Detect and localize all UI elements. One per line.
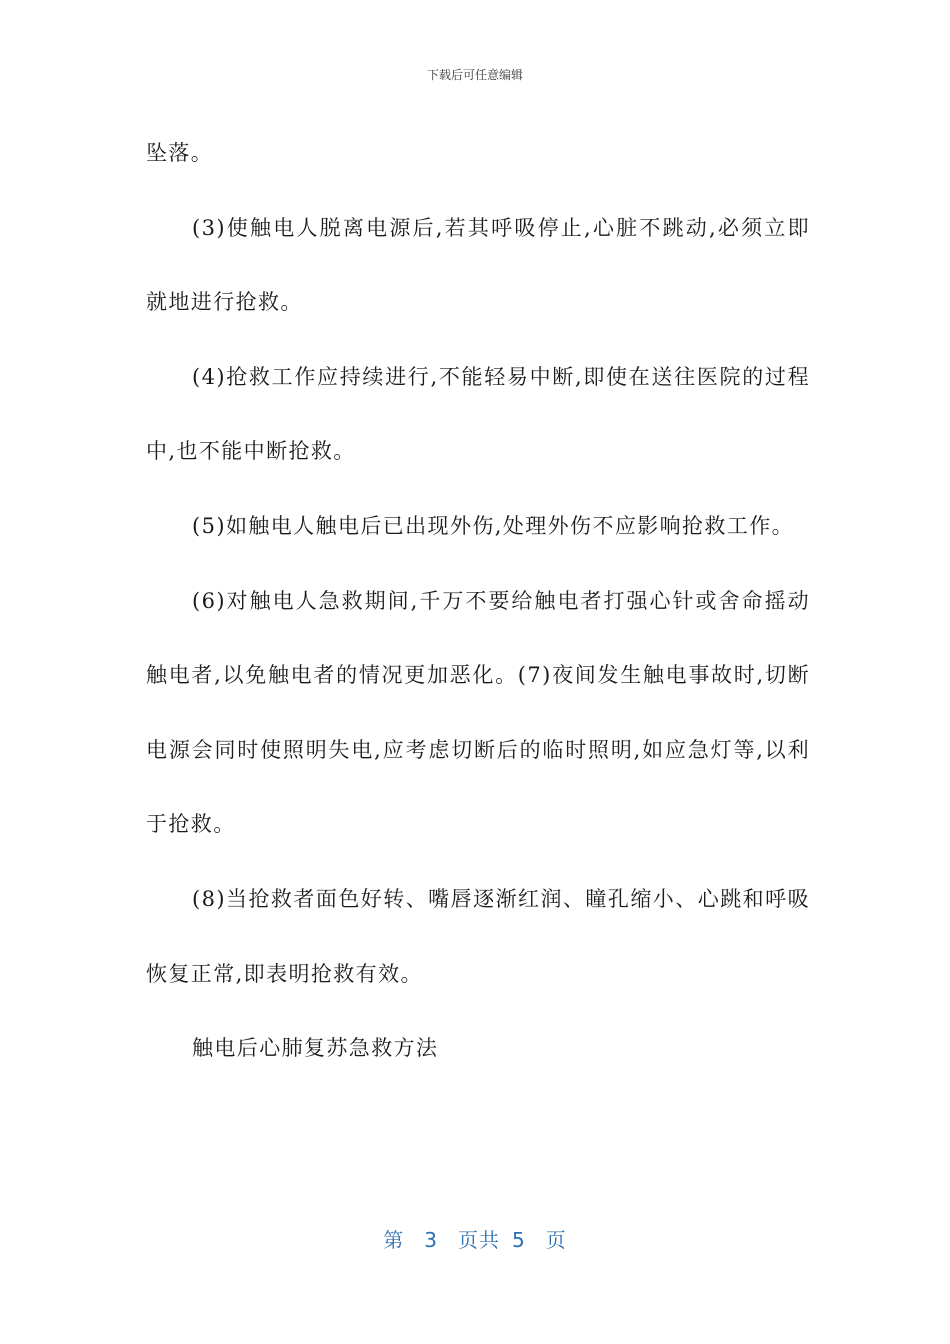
header-note: 下载后可任意编辑	[426, 68, 523, 82]
footer-page-number: 3	[424, 1228, 438, 1252]
footer-page-suffix: 页	[545, 1228, 567, 1252]
paragraph-item-4: (4)抢救工作应持续进行,不能轻易中断,即使在送往医院的过程中,也不能中断抢救。	[146, 364, 810, 464]
footer-page-prefix: 第	[383, 1228, 405, 1252]
paragraph-item-6-7: (6)对触电人急救期间,千万不要给触电者打强心针或舍命摇动触电者,以免触电者的情况更加恶化。(7)夜间发生触电事故时,切断电源会同时使照明失电,应考虑切断后的临时照明,如应急灯等,以利于抢救。	[146, 588, 810, 837]
paragraph-continuation: 坠落。	[146, 141, 214, 165]
page-footer	[0, 1224, 950, 1253]
paragraph-item-8: (8)当抢救者面色好转、嘴唇逐渐红润、瞳孔缩小、心跳和呼吸恢复正常,即表明抢救有效。	[146, 886, 810, 986]
section-heading: 触电后心肺复苏急救方法	[192, 1036, 439, 1061]
paragraph-item-3: (3)使触电人脱离电源后,若其呼吸停止,心脏不跳动,必须立即就地进行抢救。	[146, 215, 810, 315]
footer-total-pages: 5	[512, 1228, 526, 1252]
paragraph-item-5: (5)如触电人触电后已出现外伤,处理外伤不应影响抢救工作。	[192, 513, 795, 538]
footer-page-middle: 页共	[458, 1228, 500, 1252]
document-body	[146, 116, 810, 1086]
